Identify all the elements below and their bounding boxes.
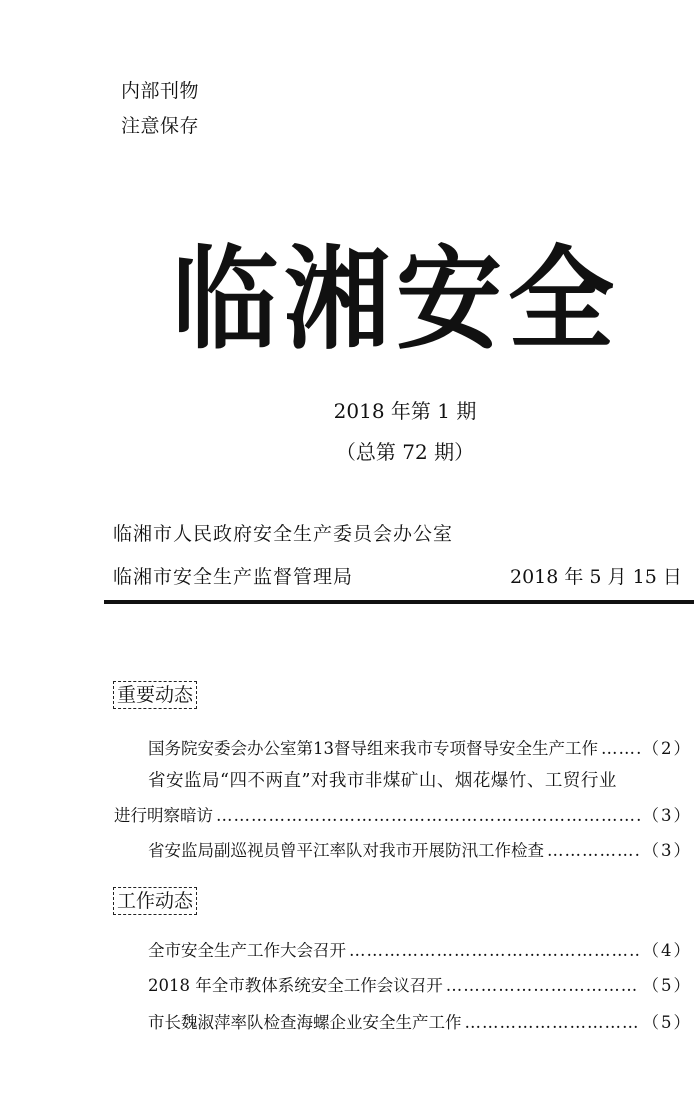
toc-entry-title: 全市安全生产工作大会召开 [148, 941, 346, 960]
toc-entry-title: 进行明察暗访 [114, 806, 213, 825]
publisher-org-2: 临湘市安全生产监督管理局 [113, 566, 354, 588]
toc-entry[interactable] [148, 840, 692, 862]
toc-entry-page: （3） [642, 841, 692, 860]
toc-leader-dots [446, 975, 640, 997]
toc-entry-page: （5） [642, 976, 692, 995]
issue-number: 2018 年第 1 期 [333, 399, 477, 423]
toc-entry-line1[interactable] [148, 770, 692, 792]
toc-entry[interactable] [148, 940, 692, 962]
publisher-org-1: 临湘市人民政府安全生产委员会办公室 [113, 523, 454, 545]
section-heading-important-news: 重要动态 [113, 681, 197, 709]
toc-entry-title: 省安监局“四不两直”对我市非煤矿山、烟花爆竹、工贸行业 [148, 771, 617, 791]
toc-entry[interactable] [148, 975, 692, 997]
internal-publication-label: 内部刊物 [121, 80, 200, 102]
toc-leader-dots [601, 738, 640, 760]
toc-entry-page: （2） [642, 739, 692, 758]
toc-leader-dots [547, 840, 640, 862]
header-divider [104, 600, 694, 604]
toc-entry-title: 国务院安委会办公室第13督导组来我市专项督导安全生产工作 [148, 739, 598, 758]
toc-entry-page: （5） [642, 1013, 692, 1032]
toc-entry[interactable] [148, 738, 692, 760]
masthead-title: 临湘安全 [172, 235, 620, 365]
toc-leader-dots [349, 940, 640, 962]
toc-leader-dots [216, 805, 640, 827]
toc-entry-page: （3） [642, 806, 692, 825]
toc-entry-title: 2018 年全市教体系统安全工作会议召开 [148, 976, 443, 995]
toc-entry[interactable] [148, 1012, 692, 1034]
section-heading-work-news: 工作动态 [113, 887, 197, 915]
toc-leader-dots [465, 1012, 640, 1034]
toc-entry-title: 省安监局副巡视员曾平江率队对我市开展防汛工作检查 [148, 841, 544, 860]
publication-date: 2018 年 5 月 15 日 [510, 566, 682, 588]
toc-entry-line2[interactable] [114, 805, 692, 827]
toc-entry-page: （4） [642, 941, 692, 960]
keep-safe-label: 注意保存 [121, 115, 200, 137]
toc-entry-title: 市长魏淑萍率队检查海螺企业安全生产工作 [148, 1013, 462, 1032]
total-issue-number: （总第 72 期） [335, 440, 475, 464]
